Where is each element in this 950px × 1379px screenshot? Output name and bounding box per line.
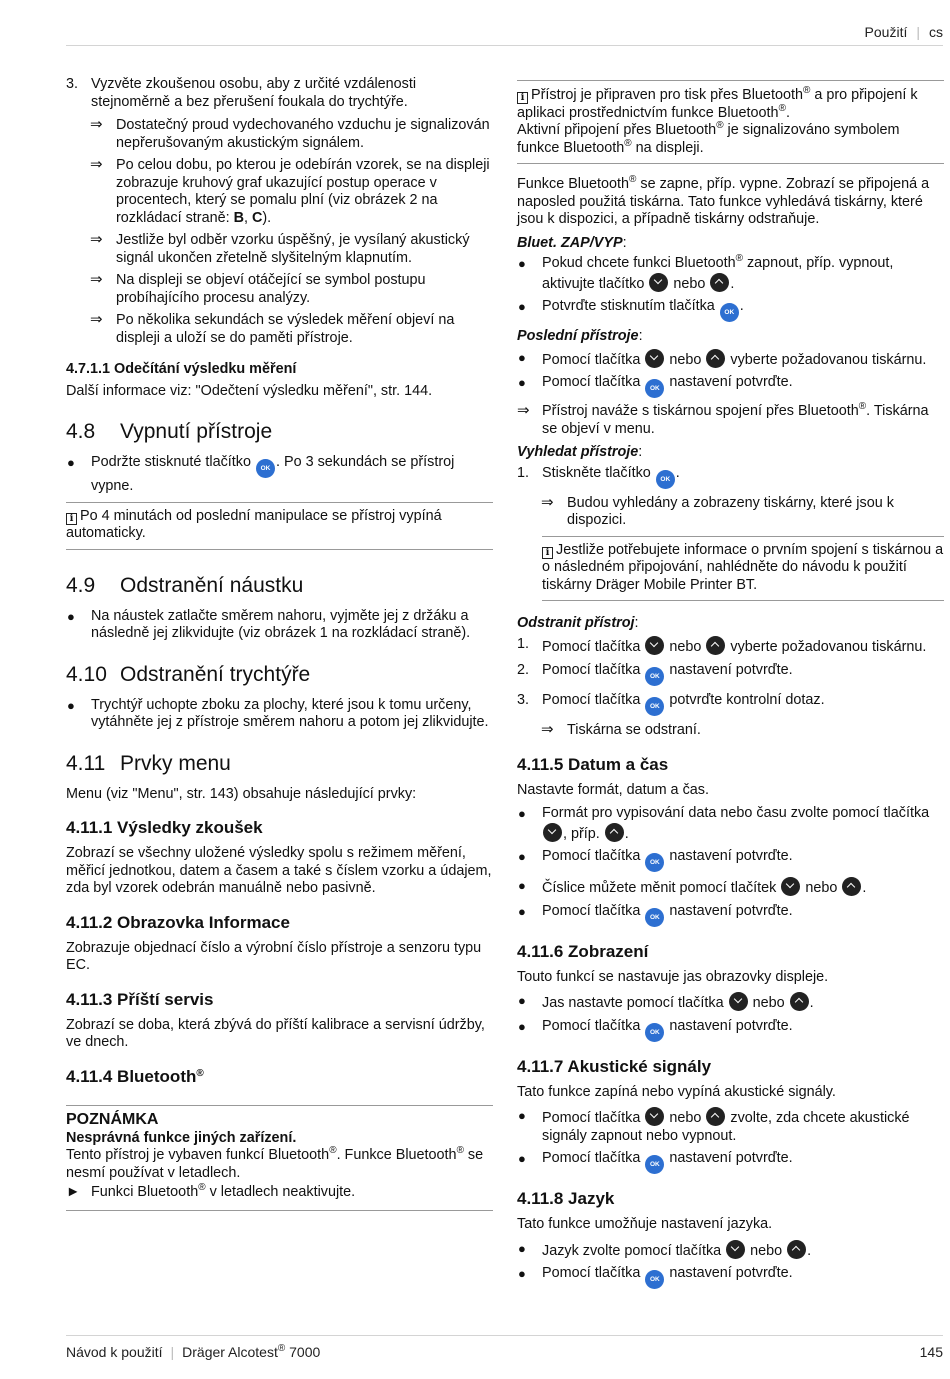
ok-button-icon: OK <box>645 1270 664 1289</box>
paragraph: Tato funkce zapíná nebo vypíná akustické signály. <box>517 1083 836 1100</box>
heading-4-11-2: 4.11.2 Obrazovka Informace <box>66 912 290 932</box>
result-item: ⇒ Tiskárna se odstraní. <box>541 721 701 738</box>
paragraph: Další informace viz: "Odečtení výsledku měření", str. 144. <box>66 382 433 399</box>
paragraph: Zobrazí se všechny uložené výsledky spolu s režimem měření, měřicí jednotkou, datem a časem a také s číslem vzorku a údajem, zda byl vzorek odebrán manuálně nebo pasivně. <box>66 845 492 896</box>
step-item: 3. Pomocí tlačítka OK potvrďte kontrolní dotaz. <box>517 692 944 716</box>
info-icon: i <box>517 92 528 104</box>
footer-product: Dräger Alcotest® 7000 <box>182 1343 321 1360</box>
note-title: POZNÁMKA <box>66 1110 159 1128</box>
down-button-icon <box>645 1107 664 1126</box>
up-button-icon <box>706 349 725 368</box>
heading-4-11-8: 4.11.8 Jazyk <box>517 1189 615 1208</box>
bullet-item: ● Pomocí tlačítka OK nastavení potvrďte. <box>517 1150 944 1174</box>
paragraph: Funkce Bluetooth® se zapne, příp. vypne. Zobrazí se připojená a naposled použitá tiskárna. Tato funkce vyhledává tiskárny, které jsou k dispozici, a případně tiskárny odstraňuje. <box>517 174 930 227</box>
bullet-icon: ● <box>518 1240 526 1256</box>
ok-button-icon: OK <box>656 470 675 489</box>
note-text: Tento přístroj je vybaven funkcí Bluetooth®. Funkce Bluetooth® se nesmí používat v letadlech. <box>66 1145 484 1181</box>
note-warning: Nesprávná funkce jiných zařízení. <box>66 1129 297 1146</box>
step-item: 2. Pomocí tlačítka OK nastavení potvrďte. <box>517 662 944 686</box>
bullet-item: ● Číslice můžete měnit pomocí tlačítek nebo . <box>518 878 867 896</box>
heading-4-11-6: 4.11.6 Zobrazení <box>517 941 649 961</box>
arrow-icon: ⇒ <box>541 721 554 738</box>
left-column <box>66 76 493 1211</box>
result-item: ⇒ Dostatečný proud vydechovaného vzduchu je signalizován nepřerušovaným akustickým signálem. <box>90 116 490 151</box>
bullet-item: ● Potvrďte stisknutím tlačítka OK . <box>517 298 944 322</box>
ok-button-icon: OK <box>645 667 664 686</box>
arrow-icon: ⇒ <box>90 311 103 328</box>
bullet-icon: ● <box>518 256 526 271</box>
heading-4-8: 4.8 Vypnutí přístroje <box>66 420 273 443</box>
down-button-icon <box>729 992 748 1011</box>
result-item: ⇒ Budou vyhledány a zobrazeny tiskárny, které jsou k dispozici. <box>541 493 894 528</box>
result-item: ⇒ Přístroj naváže s tiskárnou spojení přes Bluetooth®. Tiskárna se objeví v menu. <box>517 401 929 437</box>
bullet-item: ● Pomocí tlačítka OK nastavení potvrďte. <box>517 848 944 872</box>
bullet-item: ● Pomocí tlačítka OK nastavení potvrďte. <box>517 374 944 398</box>
bullet-icon: ● <box>518 878 526 893</box>
bullet-icon: ● <box>518 349 526 365</box>
down-button-icon <box>543 823 562 842</box>
page-footer: Návod k použití | Dräger Alcotest® 7000 145 <box>66 1335 943 1362</box>
arrow-icon: ⇒ <box>517 402 530 419</box>
paragraph: Zobrazuje objednací číslo a výrobní číslo přístroje a senzoru typu EC. <box>66 939 482 973</box>
heading-4-11-4: 4.11.4 Bluetooth® <box>66 1066 204 1086</box>
bullet-item: ● Jas nastavte pomocí tlačítka nebo . <box>518 993 814 1011</box>
ok-button-icon: OK <box>720 303 739 322</box>
bullet-icon: ● <box>518 1018 526 1034</box>
step-item: 1. Stiskněte tlačítko OK . <box>517 465 944 489</box>
bullet-item: ● Na náustek zatlačte směrem nahoru, vyjměte jej z držáku a následně jej zlikvidujte (viz obrázek 1 na rozkládací straně). <box>67 607 471 641</box>
heading-4-7-1-1: 4.7.1.1 Odečítání výsledku měření <box>66 361 297 377</box>
bullet-item: ● Trychtýř uchopte zboku za plochy, které jsou k tomu určeny, vytáhněte jej z přístroje směrem nahoru a potom jej zlikvidujte. <box>67 696 489 730</box>
bullet-item: ● Jazyk zvolte pomocí tlačítka nebo . <box>518 1240 812 1259</box>
bullet-item: ● Pomocí tlačítka OK nastavení potvrďte. <box>517 1265 944 1289</box>
bullet-icon: ● <box>67 608 75 624</box>
page-number: 145 <box>919 1344 943 1360</box>
down-button-icon <box>645 349 664 368</box>
up-button-icon <box>706 1107 725 1126</box>
note-box <box>66 1105 493 1211</box>
arrow-icon: ⇒ <box>90 116 103 133</box>
ok-button-icon: OK <box>256 459 275 478</box>
subheading-last-devices: Poslední přístroje: <box>517 328 643 344</box>
result-item: ⇒ Jestliže byl odběr vzorku úspěšný, je vysílaný akustický signál ukončen zřetelně slyšitelným klapnutím. <box>90 231 470 266</box>
heading-4-11-1: 4.11.1 Výsledky zkoušek <box>66 818 263 837</box>
ok-button-icon: OK <box>645 697 664 716</box>
subheading-bluetooth-on-off: Bluet. ZAP/VYP: <box>517 234 627 251</box>
triangle-icon: ► <box>66 1184 81 1200</box>
up-button-icon <box>790 992 809 1011</box>
info-box: i Přístroj je připraven pro tisk přes Bluetooth® a pro připojení k aplikaci prostřednictvím funkce Bluetooth®. Aktivní připojení přes Bluetooth® je signalizováno symbolem funkce Bluetooth® na displeji. <box>517 80 944 164</box>
arrow-icon: ⇒ <box>541 493 554 511</box>
bullet-item: ● Formát pro vypisování data nebo času zvolte pomocí tlačítka , příp. . <box>518 805 930 842</box>
bullet-icon: ● <box>518 993 526 1008</box>
info-box: i Jestliže potřebujete informace o prvním spojení s tiskárnou a o následném připojování, nahlédněte do návodu k použití tiskárny Dräger Mobile Printer BT. <box>542 536 944 602</box>
info-icon: i <box>66 513 77 525</box>
ok-button-icon: OK <box>645 908 664 927</box>
note-action: ► Funkci Bluetooth® v letadlech neaktivujte. <box>66 1182 356 1200</box>
paragraph: Nastavte formát, datum a čas. <box>517 781 709 798</box>
up-button-icon <box>787 1240 806 1259</box>
up-button-icon <box>842 877 861 896</box>
subheading-search-devices: Vyhledat přístroje: <box>517 444 643 460</box>
heading-4-11-7: 4.11.7 Akustické signály <box>517 1056 712 1076</box>
bullet-icon: ● <box>518 849 526 864</box>
down-button-icon <box>649 273 668 292</box>
info-icon: i <box>542 547 553 559</box>
bullet-icon: ● <box>518 1108 526 1123</box>
info-box: i Po 4 minutách od poslední manipulace se přístroj vypíná automaticky. <box>66 502 493 550</box>
right-column <box>517 80 944 1294</box>
result-item: ⇒ Na displeji se objeví otáčející se symbol postupu probíhajícího procesu analýzy. <box>90 271 426 306</box>
result-item: ⇒ Po celou dobu, po kterou je odebírán vzorek, se na displeji zobrazuje kruhový graf ukazující postup operace v procentech, který se pomalu plní (viz obrázek 2 na rozkládací straně: B, C). <box>90 156 490 226</box>
result-item: ⇒ Po několika sekundách se výsledek měření objeví na displeji a uloží se do paměti přístroje. <box>90 311 455 346</box>
up-button-icon <box>710 273 729 292</box>
heading-4-11-3: 4.11.3 Příští servis <box>66 989 214 1009</box>
down-button-icon <box>726 1240 745 1259</box>
ok-button-icon: OK <box>645 853 664 872</box>
ok-button-icon: OK <box>645 1023 664 1042</box>
paragraph: Zobrazí se doba, která zbývá do příští kalibrace a servisní údržby, ve dnech. <box>66 1016 485 1050</box>
bullet-icon: ● <box>518 375 526 390</box>
bullet-item: ● Pomocí tlačítka nebo vyberte požadovanou tiskárnu. <box>518 349 927 368</box>
ok-button-icon: OK <box>645 379 664 398</box>
bullet-icon: ● <box>518 806 526 821</box>
arrow-icon: ⇒ <box>90 231 103 248</box>
heading-4-11: 4.11 Prvky menu <box>66 751 231 775</box>
bullet-item: ● Pomocí tlačítka OK nastavení potvrďte. <box>517 903 944 927</box>
step-item: 1. Pomocí tlačítka nebo vyberte požadovanou tiskárnu. <box>517 635 927 655</box>
header-lang: cs <box>929 24 943 40</box>
up-button-icon <box>605 823 624 842</box>
bullet-icon: ● <box>518 1151 526 1166</box>
paragraph: Menu (viz "Menu", str. 143) obsahuje následující prvky: <box>66 785 417 802</box>
arrow-icon: ⇒ <box>90 271 103 288</box>
bullet-item: ● Podržte stisknuté tlačítko OK . Po 3 sekundách se přístroj vypne. <box>67 454 455 494</box>
step-3: 3. Vyzvěte zkoušenou osobu, aby z určité vzdálenosti stejnoměrně a bez přerušení foukala do trychtýře. <box>66 76 417 110</box>
header-section: Použití <box>864 24 908 40</box>
bullet-icon: ● <box>518 299 526 314</box>
down-button-icon <box>781 877 800 896</box>
bullet-item: ● Pomocí tlačítka OK nastavení potvrďte. <box>517 1018 944 1042</box>
arrow-icon: ⇒ <box>90 156 103 173</box>
heading-4-10: 4.10 Odstranění trychtýře <box>66 662 311 686</box>
paragraph: Tato funkce umožňuje nastavení jazyka. <box>517 1216 773 1232</box>
heading-4-9: 4.9 Odstranění náustku <box>66 573 304 597</box>
footer-manual: Návod k použití <box>66 1344 163 1360</box>
bullet-icon: ● <box>67 455 75 470</box>
down-button-icon <box>645 636 664 655</box>
paragraph: Touto funkcí se nastavuje jas obrazovky displeje. <box>517 968 829 985</box>
bullet-icon: ● <box>518 903 526 919</box>
subheading-remove-device: Odstranit přístroj: <box>517 615 639 631</box>
ok-button-icon: OK <box>645 1155 664 1174</box>
heading-4-11-5: 4.11.5 Datum a čas <box>517 754 669 774</box>
bullet-item: ● Pomocí tlačítka nebo zvolte, zda chcete akustické signály zapnout nebo vypnout. <box>518 1108 910 1144</box>
page-header: Použití | cs <box>66 24 943 46</box>
bullet-icon: ● <box>518 1266 526 1281</box>
up-button-icon <box>706 636 725 655</box>
bullet-item: ● Pokud chcete funkci Bluetooth® zapnout, příp. vypnout, aktivujte tlačítko nebo . <box>518 253 894 292</box>
bullet-icon: ● <box>67 697 75 713</box>
